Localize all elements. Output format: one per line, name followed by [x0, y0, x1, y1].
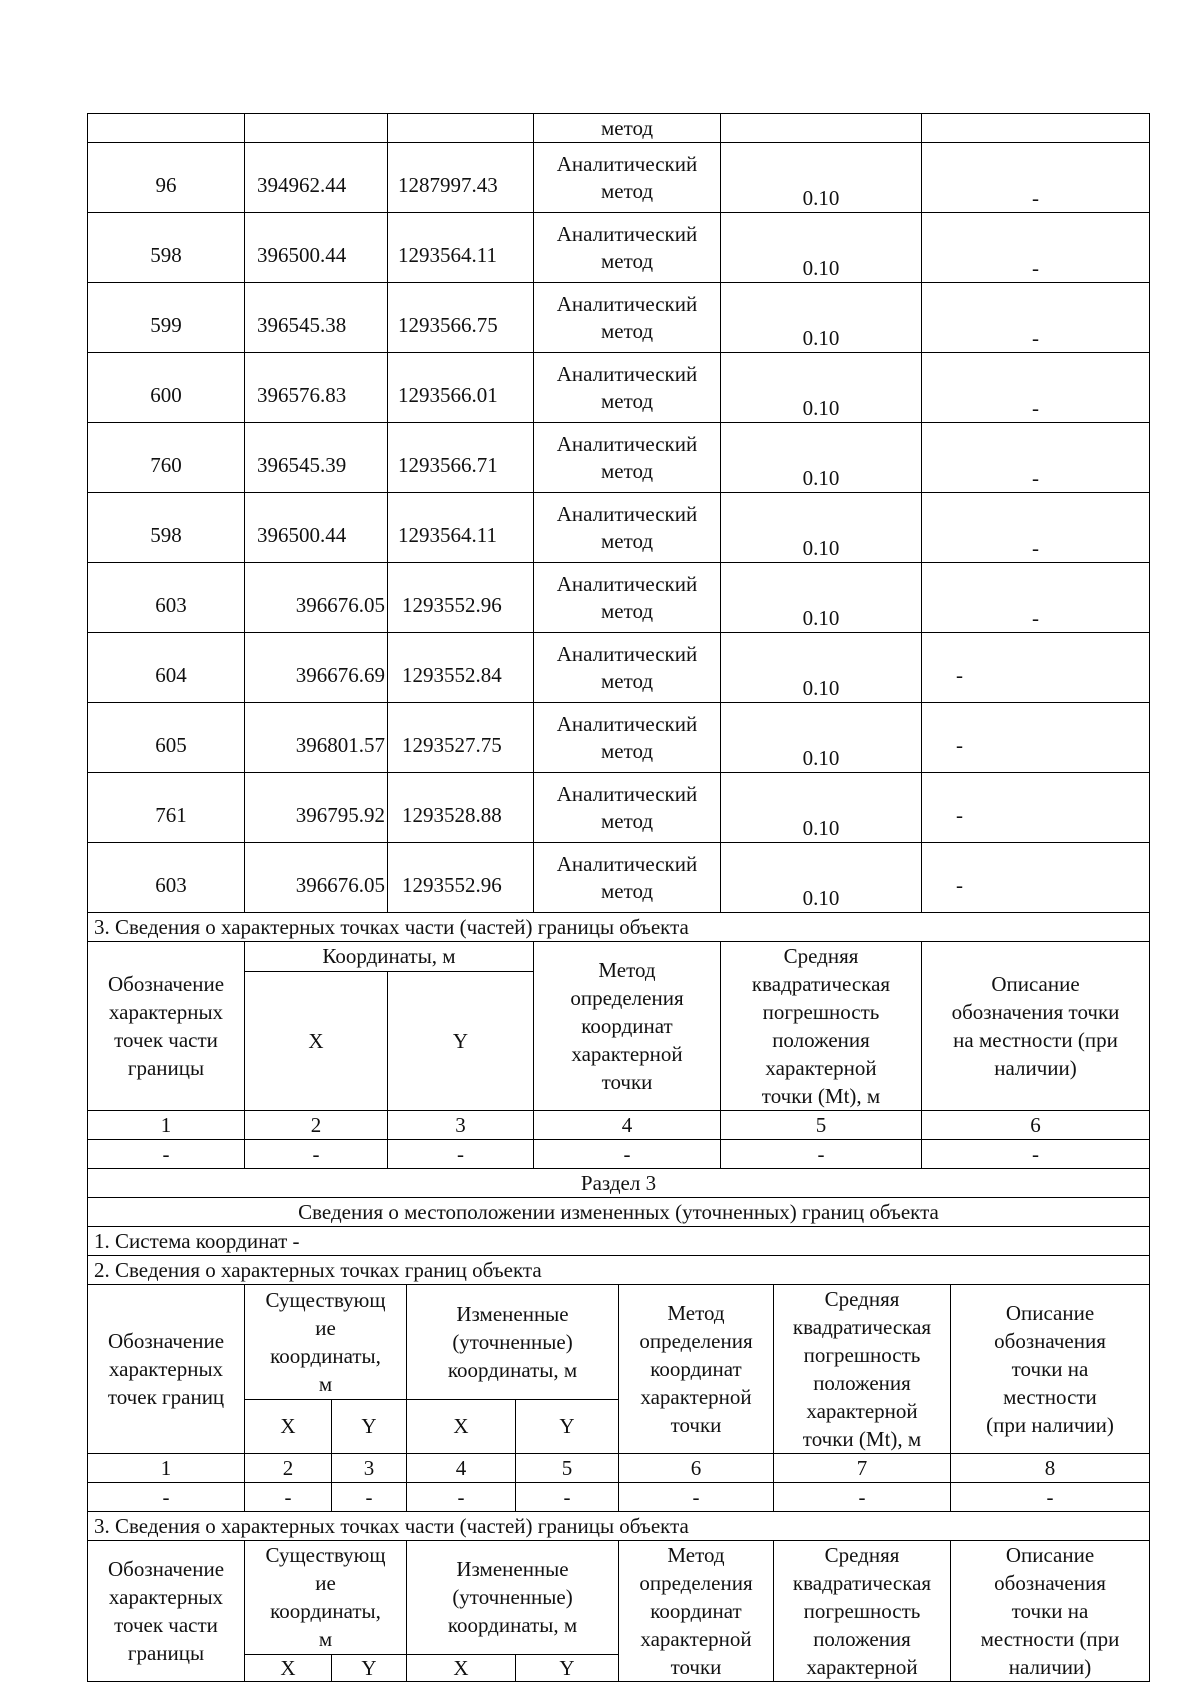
accuracy-value: 0.10 [721, 283, 922, 353]
point-number: 760 [88, 423, 245, 493]
coord-y: 1293566.75 [388, 283, 534, 353]
table-row [88, 143, 1150, 213]
header-existing-y: Y [332, 1654, 407, 1681]
method-cell: Аналитический метод [534, 143, 721, 213]
method-cell: Аналитический метод [534, 703, 721, 773]
accuracy-value: 0.10 [721, 773, 922, 843]
coord-x: 396676.69 [245, 633, 388, 703]
description-value: - [922, 283, 1150, 353]
header-y: Y [388, 971, 534, 1110]
coord-y: 1293528.88 [388, 773, 534, 843]
section-subtitle: Сведения о местоположении измененных (уточненных) границ объекта [88, 1198, 1150, 1227]
column-numbers-row: 1 2 3 4 5 6 7 8 [88, 1454, 1150, 1483]
method-cell: Аналитический метод [534, 353, 721, 423]
changed-points-table [87, 1285, 1150, 1682]
points-heading: 2. Сведения о характерных точках границ объекта [88, 1256, 1150, 1285]
coord-y: 1293552.96 [388, 563, 534, 633]
header-designation: Обозначение характерных точек границ [88, 1285, 245, 1454]
description-value: - [922, 213, 1150, 283]
table-row [88, 773, 1150, 843]
section-heading: 3. Сведения о характерных точках части (частей) границы объекта [88, 913, 1150, 942]
header-method: Метод определения координат характерной точки [619, 1285, 774, 1454]
point-number: 761 [88, 773, 245, 843]
point-number: 96 [88, 143, 245, 213]
coordinate-system: 1. Система координат - [88, 1227, 1150, 1256]
header-method: Метод определения координат характерной точки [619, 1541, 774, 1682]
empty-data-row: - - - - - - - - [88, 1483, 1150, 1512]
accuracy-value: 0.10 [721, 703, 922, 773]
coord-y: 1287997.43 [388, 143, 534, 213]
coord-x: 396676.05 [245, 563, 388, 633]
coord-y: 1293564.11 [388, 493, 534, 563]
table-row [88, 423, 1150, 493]
coord-x: 396676.05 [245, 843, 388, 913]
header-changed-x: X [407, 1399, 516, 1453]
table-row [88, 843, 1150, 913]
accuracy-value: 0.10 [721, 353, 922, 423]
description-value: - [922, 143, 1150, 213]
header-existing-x: X [245, 1654, 332, 1681]
accuracy-value: 0.10 [721, 423, 922, 493]
coord-x: 396545.39 [245, 423, 388, 493]
coord-y: 1293527.75 [388, 703, 534, 773]
coord-x: 396801.57 [245, 703, 388, 773]
method-cell: Аналитический метод [534, 423, 721, 493]
header-changed-coords: Измененные (уточненные) координаты, м [407, 1285, 619, 1399]
table-row [88, 213, 1150, 283]
coord-y: 1293552.84 [388, 633, 534, 703]
coord-y: 1293564.11 [388, 213, 534, 283]
parts-heading: 3. Сведения о характерных точках части (частей) границы объекта [88, 1512, 1150, 1541]
point-number: 603 [88, 843, 245, 913]
header-x: X [245, 971, 388, 1110]
point-number: 605 [88, 703, 245, 773]
table-row [88, 563, 1150, 633]
method-cell: Аналитический метод [534, 843, 721, 913]
description-value: - [922, 633, 1150, 703]
header-description: Описание обозначения точки на местности (при наличии) [951, 1541, 1150, 1682]
method-cell: метод [534, 114, 721, 143]
header-designation: Обозначение характерных точек части границы [88, 1541, 245, 1682]
header-description: Описание обозначения точки на местности (при наличии) [951, 1285, 1150, 1454]
header-existing-y: Y [332, 1399, 407, 1453]
coord-x: 394962.44 [245, 143, 388, 213]
accuracy-value: 0.10 [721, 563, 922, 633]
header-description: Описание обозначения точки на местности (при наличии) [922, 942, 1150, 1111]
point-number: 598 [88, 493, 245, 563]
header-changed-y: Y [516, 1654, 619, 1681]
method-cell: Аналитический метод [534, 213, 721, 283]
accuracy-value: 0.10 [721, 493, 922, 563]
table-row [88, 114, 1150, 143]
description-value: - [922, 773, 1150, 843]
method-cell: Аналитический метод [534, 493, 721, 563]
document-page [87, 113, 1149, 1682]
header-method: Метод определения координат характерной точки [534, 942, 721, 1111]
header-coordinates: Координаты, м [245, 942, 534, 972]
header-accuracy: Средняя квадратическая погрешность положения характерной точки (Mt), м [721, 942, 922, 1111]
accuracy-value: 0.10 [721, 633, 922, 703]
header-accuracy: Средняя квадратическая погрешность положения характерной [774, 1541, 951, 1682]
description-value: - [922, 703, 1150, 773]
table-row [88, 703, 1150, 773]
point-number: 599 [88, 283, 245, 353]
header-existing-coords: Существующ ие координаты, м [245, 1285, 407, 1399]
header-existing-coords: Существующ ие координаты, м [245, 1541, 407, 1655]
coord-x: 396795.92 [245, 773, 388, 843]
header-changed-coords: Измененные (уточненные) координаты, м [407, 1541, 619, 1655]
header-changed-x: X [407, 1654, 516, 1681]
method-cell: Аналитический метод [534, 773, 721, 843]
description-value: - [922, 423, 1150, 493]
coord-x: 396500.44 [245, 493, 388, 563]
coord-x: 396500.44 [245, 213, 388, 283]
table-row [88, 633, 1150, 703]
description-value: - [922, 353, 1150, 423]
table-row [88, 353, 1150, 423]
header-designation: Обозначение характерных точек части границы [88, 942, 245, 1111]
coord-y: 1293566.01 [388, 353, 534, 423]
table-row [88, 283, 1150, 353]
accuracy-value: 0.10 [721, 213, 922, 283]
coord-y: 1293552.96 [388, 843, 534, 913]
point-number: 604 [88, 633, 245, 703]
coord-x: 396576.83 [245, 353, 388, 423]
table-row [88, 493, 1150, 563]
empty-data-row: - - - - - - [88, 1140, 1150, 1169]
point-number: 603 [88, 563, 245, 633]
method-cell: Аналитический метод [534, 563, 721, 633]
header-changed-y: Y [516, 1399, 619, 1453]
point-number: 598 [88, 213, 245, 283]
accuracy-value: 0.10 [721, 143, 922, 213]
method-cell: Аналитический метод [534, 283, 721, 353]
point-number: 600 [88, 353, 245, 423]
points-table [87, 113, 1150, 1285]
coord-x: 396545.38 [245, 283, 388, 353]
description-value: - [922, 493, 1150, 563]
description-value: - [922, 843, 1150, 913]
column-numbers-row: 1 2 3 4 5 6 [88, 1111, 1150, 1140]
header-existing-x: X [245, 1399, 332, 1453]
coord-y: 1293566.71 [388, 423, 534, 493]
description-value: - [922, 563, 1150, 633]
header-accuracy: Средняя квадратическая погрешность положения характерной точки (Mt), м [774, 1285, 951, 1454]
method-cell: Аналитический метод [534, 633, 721, 703]
accuracy-value: 0.10 [721, 843, 922, 913]
section-title: Раздел 3 [88, 1169, 1150, 1198]
